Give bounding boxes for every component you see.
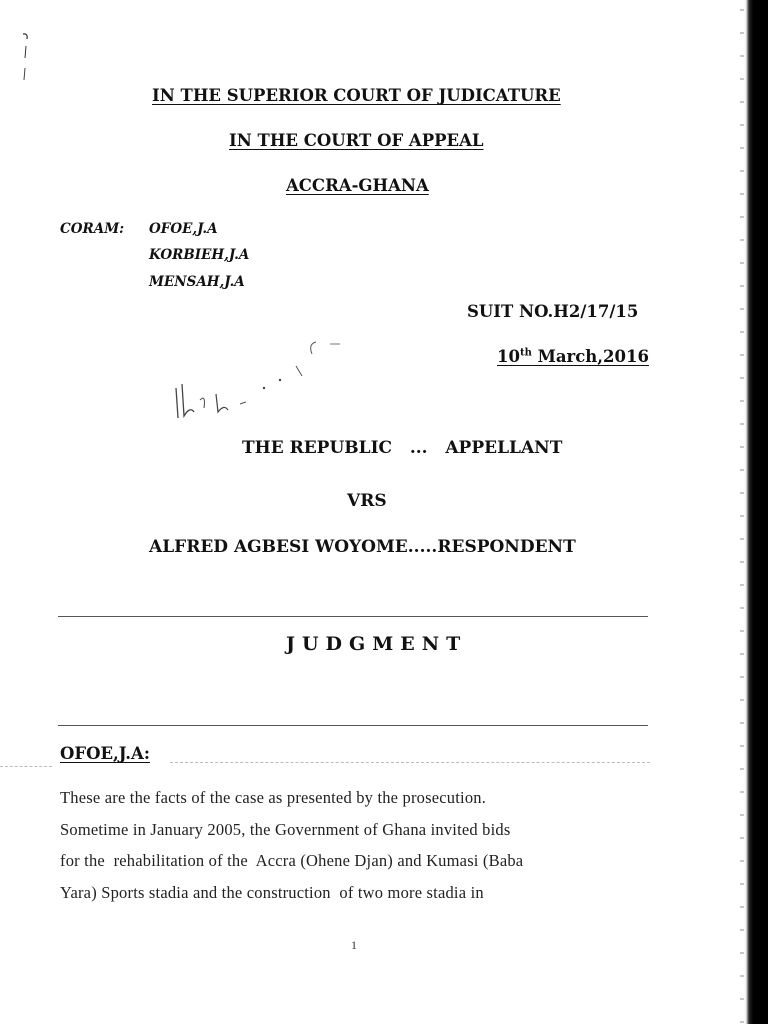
body-line-4: Yara) Sports stadia and the construction of two more stadia in <box>60 883 484 902</box>
date-suffix: th <box>519 347 532 359</box>
judgment-date <box>497 347 649 366</box>
left-faint-rule <box>0 766 52 767</box>
suit-number: SUIT NO.H2/17/15 <box>467 302 639 321</box>
respondent-line: ALFRED AGBESI WOYOME.....RESPONDENT <box>149 537 576 557</box>
body-line-1: These are the facts of the case as presented by the prosecution. <box>60 788 487 807</box>
court-header-appeal: IN THE COURT OF APPEAL <box>229 131 484 150</box>
date-month-year: March,2016 <box>531 347 649 366</box>
title-bottom-rule <box>58 725 648 726</box>
scan-edge-shadow <box>744 0 768 1024</box>
margin-pen-mark <box>20 30 34 86</box>
body-line-3: for the rehabilitation of the Accra (Ohene Djan) and Kumasi (Baba <box>60 851 524 870</box>
document-title: JUDGMENT <box>286 633 468 655</box>
heading-faint-rule <box>170 762 650 763</box>
court-header-location: ACCRA-GHANA <box>286 176 429 195</box>
coram-label: CORAM: <box>60 221 125 237</box>
body-line-2: Sometime in January 2005, the Government of Ghana invited bids <box>60 820 511 839</box>
page-number: 1 <box>351 938 357 952</box>
versus-label: VRS <box>347 491 387 511</box>
author-heading: OFOE,J.A: <box>60 744 150 763</box>
appellant-line: THE REPUBLIC ... APPELLANT <box>242 438 563 458</box>
court-header-superior: IN THE SUPERIOR COURT OF JUDICATURE <box>152 86 561 105</box>
coram-judge-3: MENSAH,J.A <box>149 274 245 290</box>
date-day: 10 <box>497 347 520 366</box>
coram-judge-2: KORBIEH,J.A <box>149 247 250 263</box>
handwritten-scribble <box>168 326 348 426</box>
coram-judge-1: OFOE,J.A <box>149 221 218 237</box>
title-top-rule <box>58 616 648 617</box>
